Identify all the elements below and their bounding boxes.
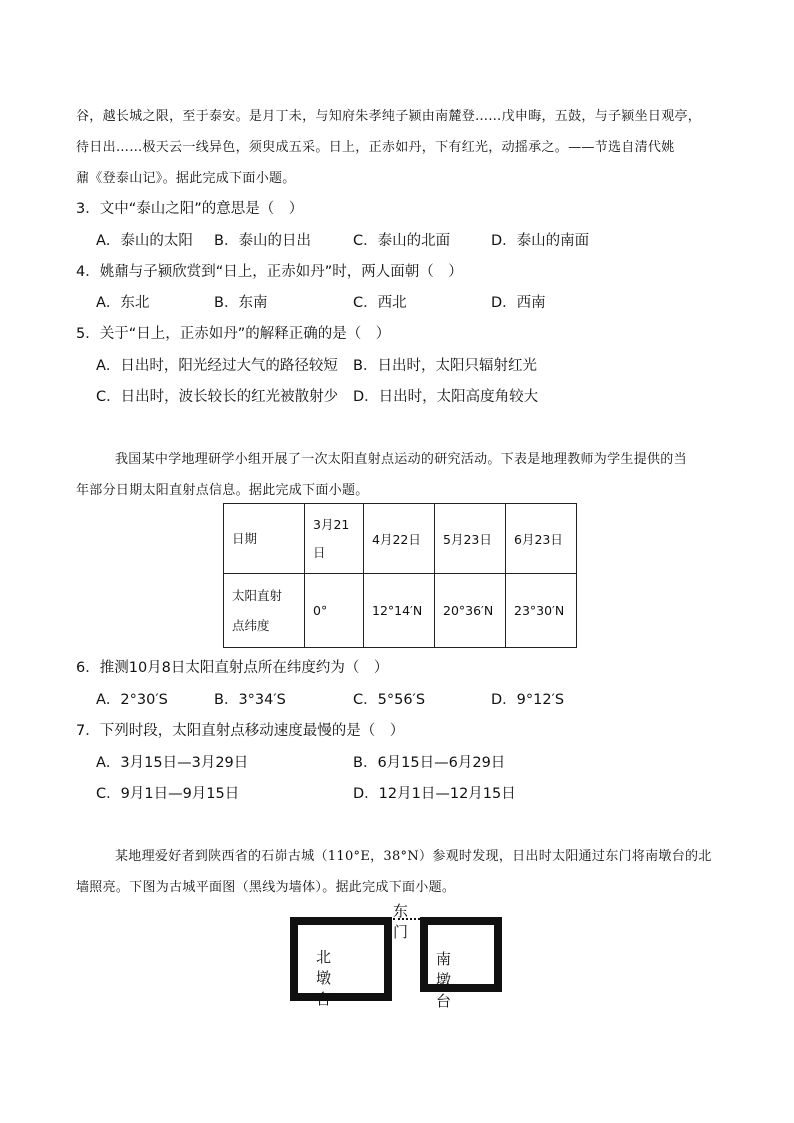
north-platform-label: 北墩台 (316, 948, 332, 1008)
table-cell-latitude: 20°36′N (435, 574, 506, 648)
q4-option-d: D．西南 (491, 295, 546, 311)
table-row-dates (224, 504, 577, 574)
q3-option-a: A．泰山的太阳 (96, 233, 193, 249)
q6-option-d: D．9°12′S (491, 692, 565, 708)
q6-option-a: A．2°30′S (96, 692, 168, 708)
q3-option-c: C．泰山的北面 (353, 233, 451, 249)
q4-option-c: C．西北 (353, 295, 407, 311)
q7-option-d: D．12月1日—12月15日 (353, 786, 516, 802)
q5-option-c: C．日出时，波长较长的红光被散射少 (96, 389, 339, 405)
question-7-stem: 7．下列时段，太阳直射点移动速度最慢的是（ ） (76, 723, 405, 739)
question-6-stem: 6．推测10月8日太阳直射点所在纬度约为（ ） (76, 660, 389, 676)
passage-1-line-2: 待日出……极天云一线异色，须臾成五采。日上，正赤如丹，下有红光，动摇承之。——节选自清代姚 (76, 140, 675, 155)
q4-option-b: B．东南 (214, 295, 268, 311)
table-row-latitudes (224, 574, 577, 648)
east-gate-label: 东门 (393, 902, 409, 941)
question-3-stem: 3．文中“泰山之阳”的意思是（ ） (76, 201, 304, 217)
table-cell-latitude: 12°14′N (364, 574, 435, 648)
table-cell-date: 5月23日 (435, 504, 506, 574)
question-5-stem: 5．关于“日上，正赤如丹”的解释正确的是（ ） (76, 326, 391, 342)
passage-1-line-1: 谷，越长城之限，至于泰安。是月丁未，与知府朱孝纯子颍由南麓登……戊申晦，五鼓，与子颍坐日观亭， (76, 109, 702, 124)
table-header-latitude: 太阳直射 点纬度 (224, 574, 305, 648)
passage-2-line-2: 年部分日期太阳直射点信息。据此完成下面小题。 (76, 483, 369, 498)
table-header-date: 日期 (224, 504, 305, 574)
q3-option-b: B．泰山的日出 (214, 233, 311, 249)
passage-2-line-1: 我国某中学地理研学小组开展了一次太阳直射点运动的研究活动。下表是地理教师为学生提供的当 (115, 452, 687, 467)
q7-option-b: B．6月15日—6月29日 (353, 755, 506, 771)
subsolar-point-table (223, 503, 577, 648)
q7-option-a: A．3月15日—3月29日 (96, 755, 249, 771)
q6-option-c: C．5°56′S (353, 692, 426, 708)
table-cell-date: 6月23日 (506, 504, 577, 574)
table-cell-latitude: 23°30′N (506, 574, 577, 648)
q7-option-c: C．9月1日—9月15日 (96, 786, 240, 802)
q5-option-a: A．日出时，阳光经过大气的路径较短 (96, 358, 338, 374)
table-cell-date: 4月22日 (364, 504, 435, 574)
q5-option-b: B．日出时，太阳只辐射红光 (353, 358, 537, 374)
q4-option-a: A．东北 (96, 295, 150, 311)
table-cell-latitude: 0° (305, 574, 364, 648)
q3-option-d: D．泰山的南面 (491, 233, 590, 249)
east-gate-opening (393, 918, 420, 920)
table-cell-date: 3月21 日 (305, 504, 364, 574)
south-platform-label: 南墩台 (436, 950, 452, 1010)
north-platform (290, 917, 392, 1001)
q5-option-d: D．日出时，太阳高度角较大 (353, 389, 539, 405)
q6-option-b: B．3°34′S (214, 692, 286, 708)
passage-3-line-1: 某地理爱好者到陕西省的石峁古城（110°E，38°N）参观时发现，日出时太阳通过东门将南墩台的北 (115, 849, 712, 864)
south-platform (420, 917, 502, 992)
question-4-stem: 4．姚鼐与子颍欣赏到“日上，正赤如丹”时，两人面朝（ ） (76, 264, 463, 280)
passage-3-line-2: 墙照亮。下图为古城平面图（黑线为墙体）。据此完成下面小题。 (76, 880, 456, 895)
passage-1-line-3: 鼐《登泰山记》。据此完成下面小题。 (76, 171, 296, 186)
